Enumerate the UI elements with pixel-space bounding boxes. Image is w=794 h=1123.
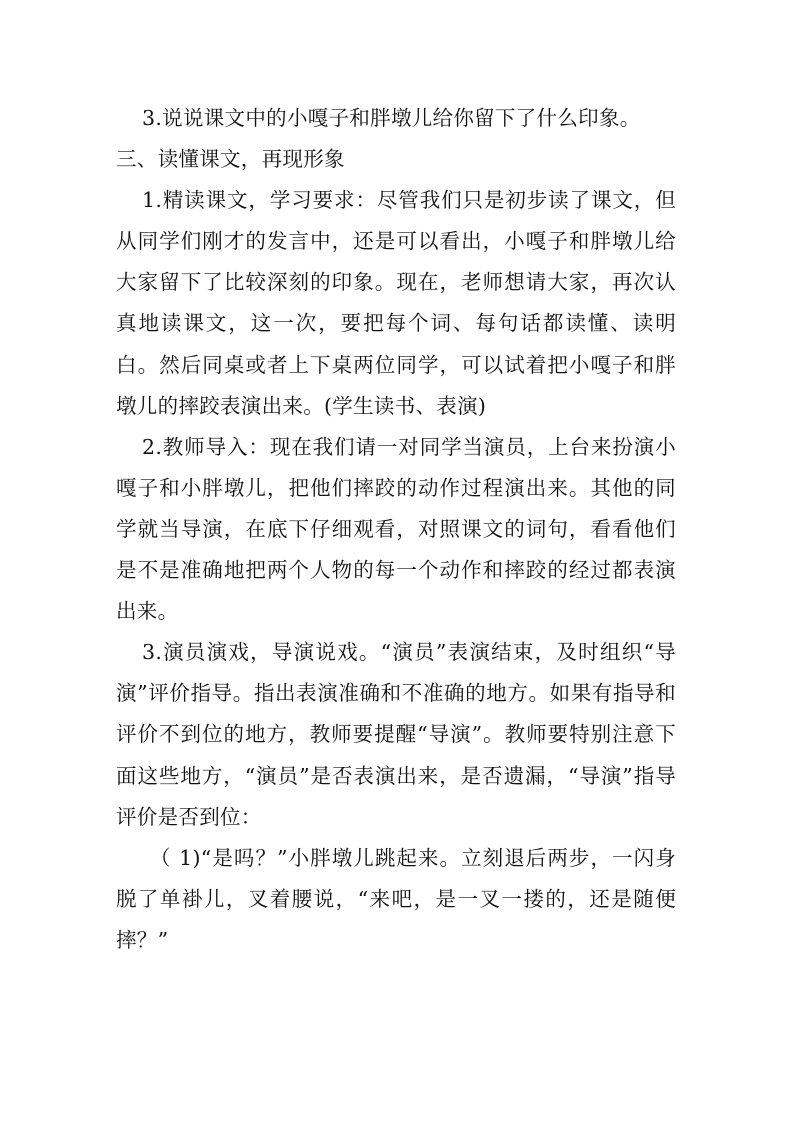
section-heading: 三、读懂课文，再现形象 [116, 147, 345, 172]
document-body [116, 98, 676, 961]
paragraph-step-2: 2.教师导入：现在我们请一对同学当演员，上台来扮演小嘎子和小胖墩儿，把他们摔跤的动作过程演出来。其他的同学就当导演，在底下仔细观看，对照课文的词句，看看他们是不是准确地把两个人物的每一个动作和摔跤的经过都表演出来。 [116, 434, 676, 624]
paragraph-question-3: 3.说说课文中的小嘎子和胖墩儿给你留下了什么印象。 [142, 106, 641, 130]
paragraph-quote-1: （ 1)“是吗？”小胖墩儿跳起来。立刻退后两步，一闪身脱了单褂儿，叉着腰说，“来吧，是一叉一搂的，还是随便摔？” [116, 845, 676, 952]
paragraph-step-1: 1.精读课文，学习要求：尽管我们只是初步读了课文，但从同学们刚才的发言中，还是可以看出，小嘎子和胖墩儿给大家留下了比较深刻的印象。现在，老师想请大家，再次认真地读课文，这一次，要把每个词、每句话都读懂、读明白。然后同桌或者上下桌两位同学，可以试着把小嘎子和胖墩儿的摔跤表演出来。(学生读书、表演) [116, 188, 676, 418]
paragraph-step-3: 3.演员演戏，导演说戏。“演员”表演结束，及时组织“导演”评价指导。指出表演准确和不准确的地方。如果有指导和评价不到位的地方，教师要提醒“导演”。教师要特别注意下面这些地方，“演员”是否表演出来，是否遗漏，“导演”指导评价是否到位： [116, 640, 676, 829]
